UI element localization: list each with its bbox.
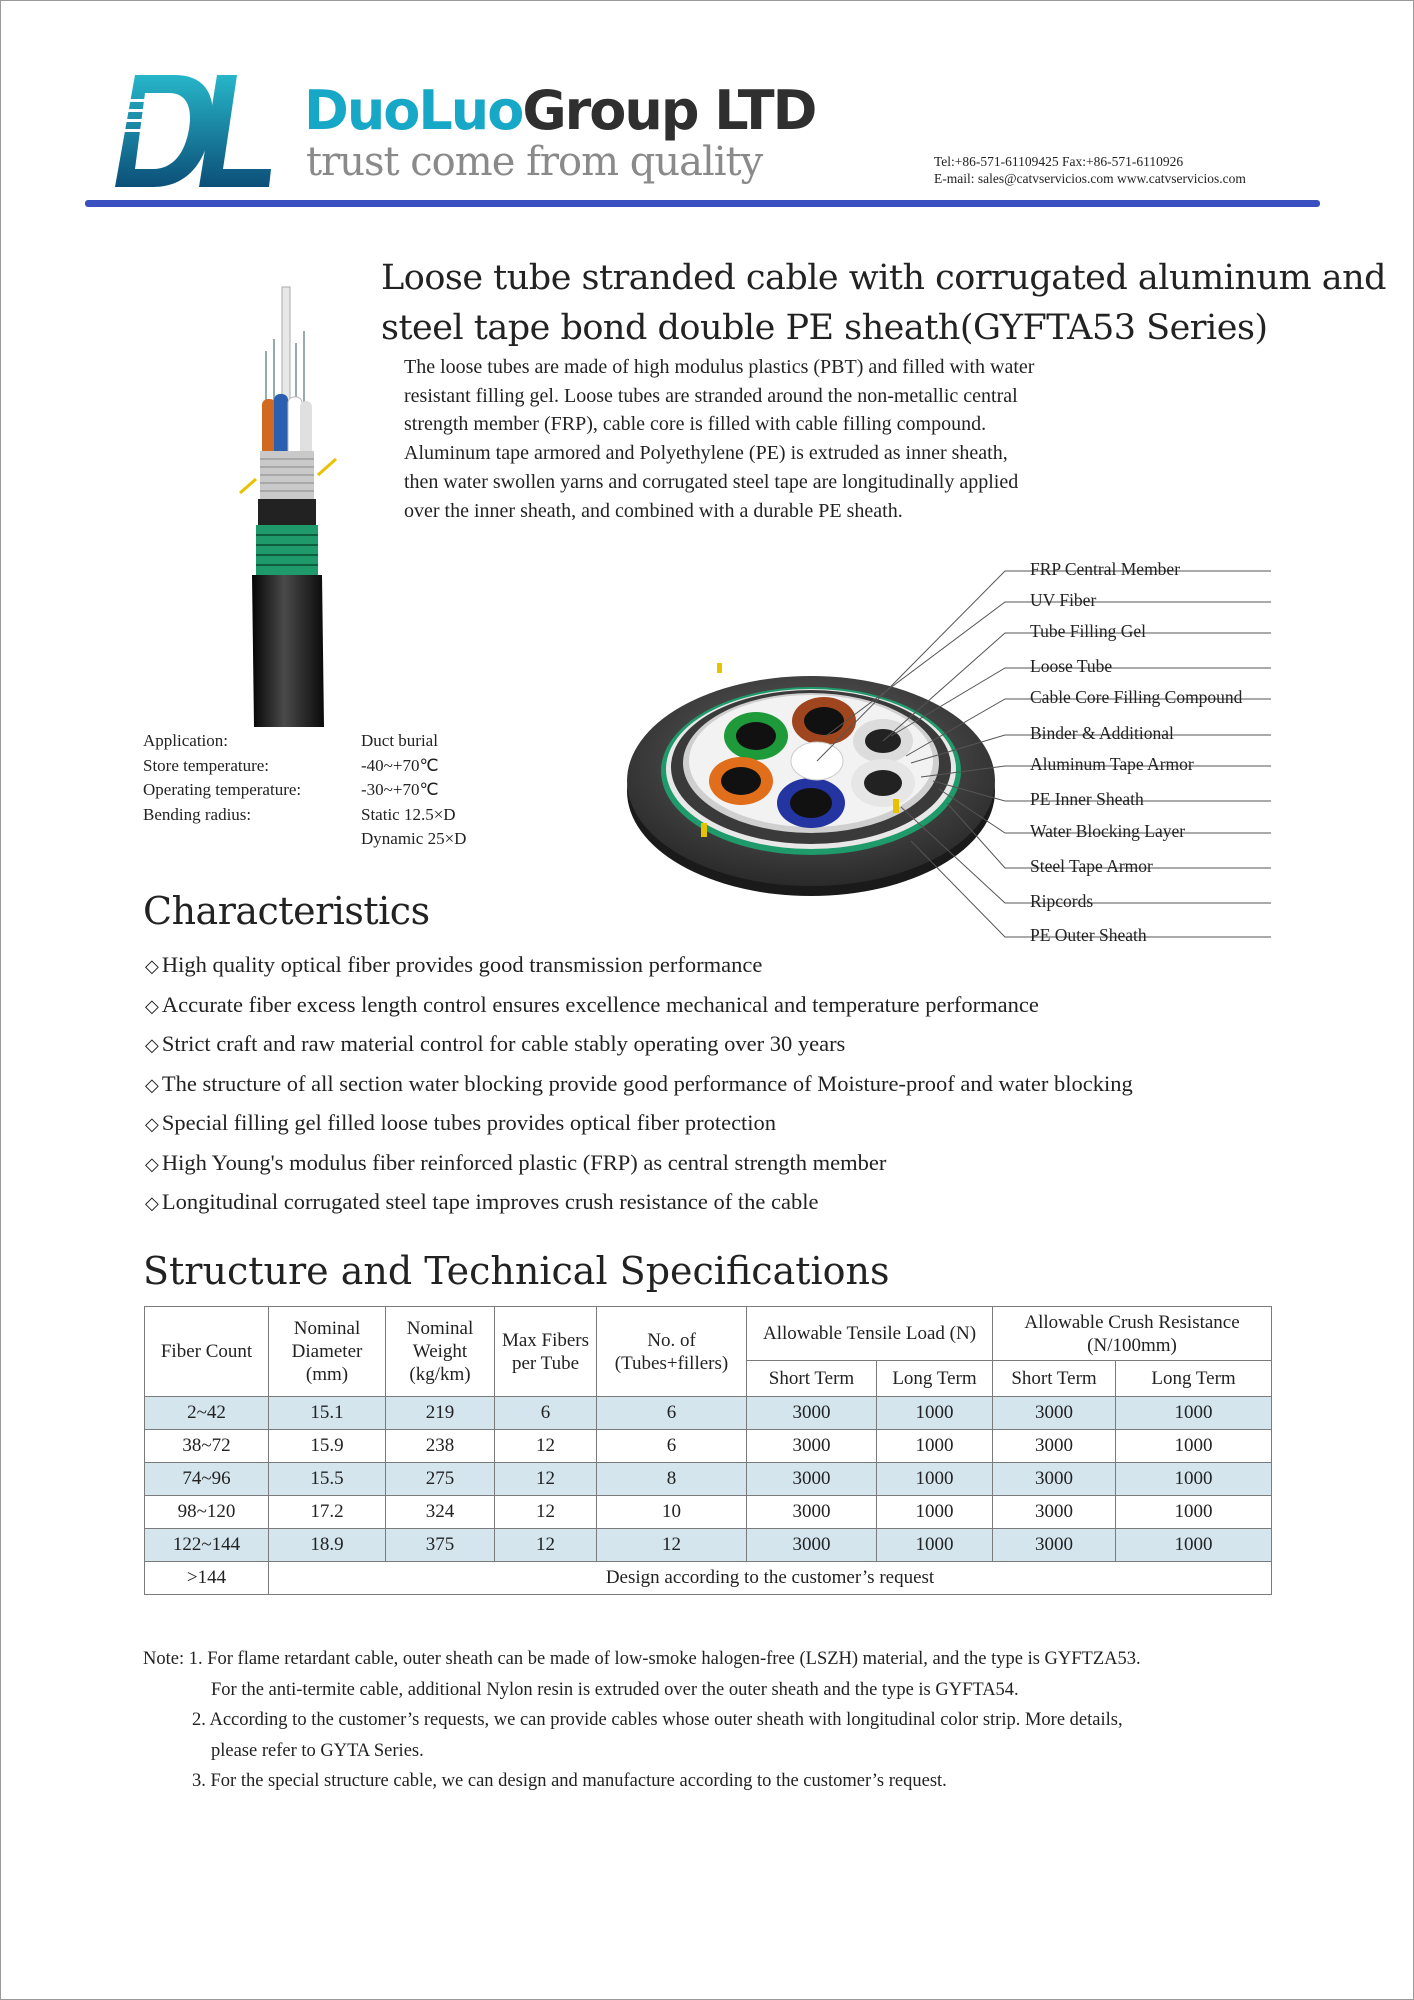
header-nominal-diameter: Nominal Diameter (mm) [269, 1307, 386, 1397]
cable-cross-section-diagram [621, 541, 1381, 961]
layer-label-binder: Binder & Additional [1030, 723, 1174, 743]
layer-label-aluminum-tape-armor: Aluminum Tape Armor [1030, 754, 1194, 774]
intro-line: then water swollen yarns and corrugated steel tape are longitudinally applied [404, 470, 1019, 493]
characteristics-heading: Characteristics [143, 889, 430, 933]
spec-value: Dynamic 25×D [361, 829, 467, 848]
cell-fiber-count: 122~144 [145, 1529, 269, 1562]
cell-tubes: 8 [597, 1463, 747, 1496]
list-item-text: Special filling gel filled loose tubes provides optical fiber protection [161, 1110, 777, 1135]
cell-max-fibers: 12 [495, 1496, 597, 1529]
intro-line: Aluminum tape armored and Polyethylene (PE) is extruded as inner sheath, [404, 442, 1008, 465]
spec-key [143, 827, 361, 852]
table-row [145, 1430, 1272, 1463]
spec-key: Operating temperature: [143, 780, 302, 799]
cell-tensile-short: 3000 [747, 1496, 877, 1529]
cell-diameter: 15.9 [269, 1430, 386, 1463]
diamond-bullet-icon: ◇ [145, 1193, 159, 1214]
layer-label-steel-tape-armor: Steel Tape Armor [1030, 856, 1153, 876]
diamond-bullet-icon: ◇ [145, 1035, 159, 1056]
contact-info [934, 153, 1246, 187]
table-row [145, 1562, 1272, 1595]
cell-tensile-long: 1000 [877, 1463, 993, 1496]
specs-list [143, 729, 466, 852]
list-item [145, 1104, 1133, 1144]
list-item [145, 1025, 1133, 1065]
table-row [145, 1397, 1272, 1430]
list-item-text: The structure of all section water blocking provide good performance of Moisture-proof and water blocking [161, 1070, 1133, 1096]
list-item [145, 1144, 1133, 1184]
cell-fiber-count: >144 [145, 1562, 269, 1595]
diamond-bullet-icon: ◇ [145, 956, 159, 977]
layer-label-uv-fiber: UV Fiber [1030, 590, 1097, 610]
spec-row-bending-radius [143, 803, 466, 828]
cell-weight: 324 [386, 1496, 495, 1529]
spec-key: Store temperature: [143, 755, 270, 775]
cell-tensile-short: 3000 [747, 1397, 877, 1430]
product-title: Loose tube stranded cable with corrugated aluminum and steel tape bond double PE sheath(GYFTA53 Series) [381, 258, 1387, 348]
spec-value: -30~+70℃ [361, 780, 439, 799]
cell-crush-short: 3000 [993, 1430, 1116, 1463]
cell-fiber-count: 38~72 [145, 1430, 269, 1463]
spec-row-operating-temperature [143, 778, 466, 803]
cell-tensile-short: 3000 [747, 1430, 877, 1463]
cell-fiber-count: 2~42 [145, 1397, 269, 1430]
spec-value: -40~+70℃ [361, 755, 439, 775]
contact-phone-fax: Tel:+86-571-61109425 Fax:+86-571-6110926 [934, 154, 1184, 169]
diamond-bullet-icon: ◇ [145, 1153, 159, 1175]
layer-label-loose-tube: Loose Tube [1030, 656, 1113, 676]
diamond-bullet-icon: ◇ [145, 995, 159, 1017]
layer-label-tube-filling-gel: Tube Filling Gel [1030, 621, 1147, 641]
list-item-text: High Young's modulus fiber reinforced plastic (FRP) as central strength member [161, 1149, 887, 1175]
intro-line: strength member (FRP), cable core is filled with cable filling compound. [404, 413, 987, 436]
cell-crush-long: 1000 [1116, 1529, 1272, 1562]
cell-tensile-short: 3000 [747, 1529, 877, 1562]
header-nominal-weight: Nominal Weight (kg/km) [386, 1307, 495, 1397]
cell-diameter: 15.1 [269, 1397, 386, 1430]
note-line: 3. For the special structure cable, we can design and manufacture according to the customer’s request. [192, 1771, 947, 1791]
header-tensile-long-term: Long Term [877, 1361, 993, 1397]
diamond-bullet-icon: ◇ [145, 1114, 159, 1135]
header-fiber-count: Fiber Count [145, 1307, 269, 1397]
layer-label-pe-inner-sheath: PE Inner Sheath [1030, 789, 1144, 809]
cell-weight: 275 [386, 1463, 495, 1496]
intro-line: over the inner sheath, and combined with a durable PE sheath. [404, 499, 903, 522]
layer-label-pe-outer-sheath: PE Outer Sheath [1030, 925, 1147, 945]
list-item-text: High quality optical fiber provides good transmission performance [161, 952, 763, 977]
cell-fiber-count: 98~120 [145, 1496, 269, 1529]
cell-custom-design-note: Design according to the customer’s request [269, 1562, 1272, 1595]
spec-key: Application: [143, 731, 228, 750]
header-divider [85, 200, 1320, 207]
cell-tensile-long: 1000 [877, 1430, 993, 1463]
list-item [145, 1183, 1133, 1223]
cell-tubes: 12 [597, 1529, 747, 1562]
list-item [145, 986, 1133, 1026]
cell-tensile-long: 1000 [877, 1496, 993, 1529]
layer-label-water-blocking-layer: Water Blocking Layer [1030, 821, 1186, 841]
list-item [145, 946, 1133, 986]
diamond-bullet-icon: ◇ [145, 1074, 159, 1096]
table-row [145, 1463, 1272, 1496]
spec-row-application [143, 729, 466, 754]
notes-section [143, 1644, 1283, 1797]
intro-line: The loose tubes are made of high modulus plastics (PBT) and filled with water [404, 356, 1035, 378]
cell-max-fibers: 12 [495, 1463, 597, 1496]
header-crush-resistance: Allowable Crush Resistance (N/100mm) [993, 1307, 1272, 1361]
cell-crush-long: 1000 [1116, 1397, 1272, 1430]
cell-crush-long: 1000 [1116, 1430, 1272, 1463]
header-crush-short-term: Short Term [993, 1361, 1116, 1397]
spec-row-bending-radius-dynamic [143, 827, 466, 852]
cell-max-fibers: 12 [495, 1430, 597, 1463]
cell-crush-short: 3000 [993, 1529, 1116, 1562]
cell-max-fibers: 12 [495, 1529, 597, 1562]
cell-crush-long: 1000 [1116, 1463, 1272, 1496]
cell-fiber-count: 74~96 [145, 1463, 269, 1496]
brand-name-part1: DuoLuo [304, 79, 523, 142]
table-row [145, 1496, 1272, 1529]
intro-line: resistant filling gel. Loose tubes are stranded around the non-metallic central [404, 384, 1018, 407]
note-line: For the anti-termite cable, additional Nylon resin is extruded over the outer sheath and the type is GYFTA54. [211, 1679, 1019, 1700]
contact-email-web: E-mail: sales@catvservicios.com www.catvservicios.com [934, 171, 1246, 186]
brand-name [304, 79, 815, 142]
header-tubes-fillers: No. of (Tubes+fillers) [597, 1307, 747, 1397]
note-line: please refer to GYTA Series. [211, 1740, 424, 1761]
cell-diameter: 17.2 [269, 1496, 386, 1529]
cell-diameter: 15.5 [269, 1463, 386, 1496]
spec-key: Bending radius: [143, 804, 252, 824]
layer-label-frp-central-member: FRP Central Member [1030, 559, 1181, 579]
header-max-fibers: Max Fibers per Tube [495, 1307, 597, 1397]
cell-tensile-short: 3000 [747, 1463, 877, 1496]
layer-label-ripcords: Ripcords [1030, 891, 1094, 911]
cell-diameter: 18.9 [269, 1529, 386, 1562]
header-crush-long-term: Long Term [1116, 1361, 1272, 1397]
list-item-text: Longitudinal corrugated steel tape improves crush resistance of the cable [161, 1189, 819, 1214]
cable-product-image [226, 279, 346, 727]
cell-crush-short: 3000 [993, 1463, 1116, 1496]
cell-weight: 219 [386, 1397, 495, 1430]
cell-tubes: 6 [597, 1430, 747, 1463]
note-line: 2. According to the customer’s requests, we can provide cables whose outer sheath with longitudinal color strip. More details, [192, 1710, 1123, 1730]
list-item [145, 1065, 1133, 1105]
spec-value: Static 12.5×D [361, 804, 456, 824]
cell-crush-short: 3000 [993, 1496, 1116, 1529]
company-logo [113, 71, 273, 193]
characteristics-list [145, 946, 1133, 1223]
header-tensile-short-term: Short Term [747, 1361, 877, 1397]
product-intro [404, 353, 1164, 525]
cell-crush-short: 3000 [993, 1397, 1116, 1430]
cell-tensile-long: 1000 [877, 1397, 993, 1430]
brand-tagline: trust come from quality [306, 139, 763, 185]
spec-value: Duct burial [361, 731, 438, 750]
list-item-text: Strict craft and raw material control for cable stably operating over 30 years [161, 1031, 846, 1056]
cell-max-fibers: 6 [495, 1397, 597, 1430]
cell-tubes: 6 [597, 1397, 747, 1430]
table-row [145, 1529, 1272, 1562]
cell-weight: 238 [386, 1430, 495, 1463]
spec-table [144, 1306, 1272, 1595]
brand-name-part2: Group LTD [522, 79, 816, 142]
note-line: Note: 1. For flame retardant cable, outer sheath can be made of low-smoke halogen-free (LSZH) material, and the type is GYFTZA53. [143, 1649, 1141, 1669]
spec-table-heading: Structure and Technical Specifications [143, 1249, 890, 1293]
list-item-text: Accurate fiber excess length control ensures excellence mechanical and temperature performance [161, 991, 1039, 1017]
cell-crush-long: 1000 [1116, 1496, 1272, 1529]
spec-row-store-temperature [143, 754, 466, 779]
layer-label-cable-core-filling: Cable Core Filling Compound [1030, 687, 1243, 707]
cell-tubes: 10 [597, 1496, 747, 1529]
cell-weight: 375 [386, 1529, 495, 1562]
header-tensile-load: Allowable Tensile Load (N) [747, 1307, 993, 1361]
cell-tensile-long: 1000 [877, 1529, 993, 1562]
